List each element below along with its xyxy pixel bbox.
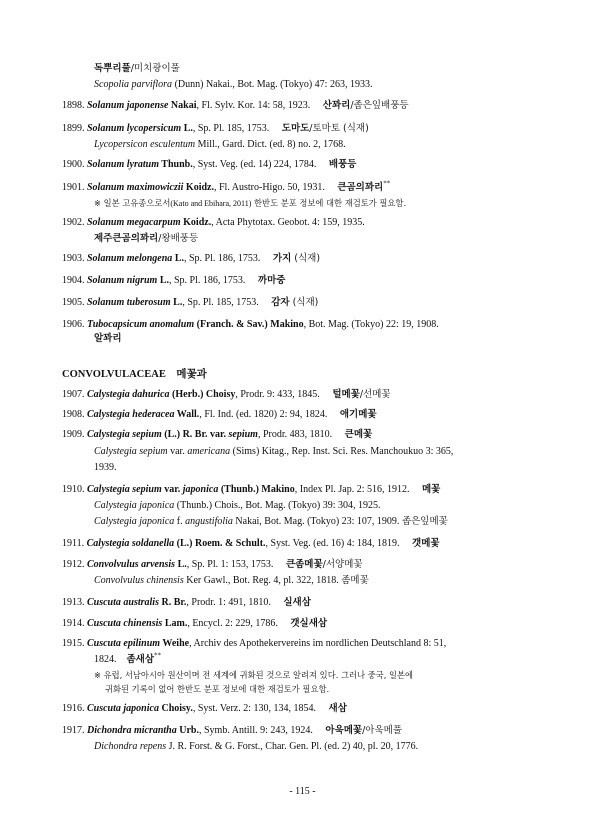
infraspecific-name: sepium (228, 429, 258, 440)
synonym-line (94, 499, 381, 512)
species-name: Solanum tuberosum (87, 297, 171, 308)
entry-number: 1905. (62, 297, 85, 308)
korean-name: 가지 (272, 253, 292, 264)
citation: , Sp. Pl. 185, 1753. (192, 123, 270, 134)
entry-1902-korean (94, 232, 198, 245)
citation: , Encycl. 2: 229, 1786. (187, 618, 278, 629)
entry-1903 (62, 252, 320, 265)
korean-name: 새삼 (328, 703, 347, 714)
author: Lam. (162, 618, 188, 629)
entry-1916 (62, 702, 347, 715)
entry-1899 (62, 122, 369, 135)
entry-number: 1915. (62, 638, 85, 649)
entry-number: 1902. (62, 217, 85, 228)
author: Weihe (160, 638, 190, 649)
synonym-korean-name: 좁은잎메꽃 (401, 516, 448, 527)
entry-1909 (62, 428, 372, 441)
species-name: Solanum japonense (87, 100, 169, 111)
korean-name: 배풍등 (328, 159, 357, 170)
species-name: Solanum megacarpum (87, 217, 181, 228)
rank-marker: f. (174, 516, 186, 527)
korean-name: 실새삼 (283, 597, 311, 608)
citation: 1824. (94, 654, 117, 665)
korean-alt-name: /좁은잎배풍등 (350, 100, 409, 111)
entry-number: 1901. (62, 182, 85, 193)
entry-number: 1904. (62, 275, 85, 286)
entry-1908 (62, 408, 377, 421)
entry-number: 1914. (62, 618, 85, 629)
citation: , Sp. Pl. 1: 153, 1753. (186, 559, 274, 570)
synonym-korean-name: 좀메꽃 (341, 575, 369, 586)
note-line (105, 683, 329, 696)
species-name: Calystegia hederacea (87, 409, 175, 420)
entry-number: 1911. (62, 538, 85, 549)
korean-name: 산꽈리 (322, 100, 351, 111)
synonym-line (94, 138, 346, 151)
korean-name: 애기메꽃 (339, 409, 377, 420)
author: Urb. (176, 725, 199, 736)
species-name: Convolvulus arvensis (87, 559, 176, 570)
species-name: Cuscuta japonica (87, 703, 159, 714)
synonym-citation: (Thunb.) Chois., Bot. Mag. (Tokyo) 39: 304, 1925. (174, 500, 381, 511)
entry-number: 1906. (62, 319, 85, 330)
note-text: 한반도 분포 정보에 대한 재검토가 필요함. (251, 198, 407, 208)
korean-alt-name: /아욱메풀 (362, 725, 403, 736)
author: (Herb.) Choisy (169, 389, 236, 400)
author: L. (157, 275, 169, 286)
species-name: Calystegia sepium (87, 429, 162, 440)
entry-1917 (62, 724, 402, 737)
page-number: - 115 - (289, 786, 316, 797)
citation: , Sp. Pl. 186, 1753. (183, 253, 261, 264)
synonym-citation: (Sims) Kitag., Rep. Inst. Sci. Res. Manchoukuo 3: 365, (230, 446, 454, 457)
citation: , Sp. Pl. 185, 1753. (182, 297, 259, 308)
author: Wall. (174, 409, 200, 420)
author: L. (175, 559, 187, 570)
entry-1914 (62, 617, 327, 630)
species-name: Dichondra micrantha (87, 725, 177, 736)
species-name: Solanum nigrum (87, 275, 158, 286)
species-name: Tubocapsicum anomalum (87, 319, 195, 330)
entry-1901 (62, 181, 390, 194)
note-text: ※ 유럽, 서남아시아 원산이며 전 세계에 귀화된 것으로 알려져 있다. 그러나 중국, 일본에 (94, 670, 414, 680)
author: L. (181, 123, 193, 134)
entry-1915-continuation (94, 653, 161, 666)
citation: , Fl. Sylv. Kor. 14: 58, 1923. (196, 100, 311, 111)
infraspecific-name: japonica (182, 484, 219, 495)
citation: , Fl. Austro-Higo. 50, 1931. (213, 182, 325, 193)
species-name: Calystegia sepium (87, 484, 162, 495)
family-korean-name: 메꽃과 (176, 368, 207, 380)
citation: , Sp. Pl. 186, 1753. (168, 275, 246, 286)
note-mark: ** (383, 179, 391, 188)
korean-name: 아욱메꽃 (325, 725, 363, 736)
korean-alt-name: /왕배풍등 (158, 233, 199, 244)
korean-alt-name: /토마토 (식재) (309, 123, 369, 134)
author: Koidz. (183, 182, 214, 193)
korean-name: 털메꽃 (332, 389, 360, 400)
rank-marker: var. (207, 429, 229, 440)
korean-name: 갯실새삼 (290, 618, 328, 629)
species-name: Calystegia soldanella (86, 538, 175, 549)
species-name: Solanum lyratum (87, 159, 159, 170)
rank-marker: var. (167, 446, 188, 457)
citation: , Prodr. 9: 433, 1845. (235, 389, 320, 400)
korean-name: 독뿌리풀 (94, 63, 131, 74)
species-name: Solanum lycopersicum (87, 123, 182, 134)
synonym-name: Scopolia parviflora (94, 79, 173, 90)
synonym-name: Calystegia sepium (94, 446, 168, 457)
entry-1902 (62, 216, 365, 229)
citation: , Prodr. 483, 1810. (257, 429, 333, 440)
author: Nakai (168, 100, 197, 111)
entry-1905 (62, 296, 318, 309)
citation: , Index Pl. Jap. 2: 516, 1912. (294, 484, 410, 495)
note-text: ※ 일본 고유종으로서 (94, 198, 171, 208)
note-text: 귀화된 기록이 없어 한반도 분포 정보에 대한 재검토가 필요함. (105, 684, 330, 694)
synonym-form-name: angustifolia (185, 516, 233, 527)
synonym-line (94, 78, 372, 91)
korean-name: 큰곰의꽈리 (337, 182, 384, 193)
author: (Franch. & Sav.) Makino (194, 319, 304, 330)
entry-number: 1908. (62, 409, 85, 420)
entry-number: 1917. (62, 725, 85, 736)
korean-name: 까마중 (257, 275, 286, 286)
author: Koidz. (180, 217, 212, 228)
species-name: Solanum melongena (87, 253, 173, 264)
korean-name: 감자 (271, 297, 290, 308)
family-heading (62, 366, 207, 381)
note-citation: (Kato and Ebihara, 2011) (170, 199, 252, 208)
korean-name: 큰좀메꽃 (285, 559, 323, 570)
entry-1915 (62, 637, 446, 650)
synonym-continuation (94, 461, 117, 474)
korean-note: (식재) (289, 297, 319, 308)
citation: , Bot. Mag. (Tokyo) 22: 19, 1908. (303, 319, 439, 330)
entry-number: 1910. (62, 484, 85, 495)
entry-1904 (62, 274, 285, 287)
synonym-citation: Nakai, Bot. Mag. (Tokyo) 23: 107, 1909. (232, 516, 402, 527)
korean-name: 도마도 (281, 123, 310, 134)
korean-name: 갯메꽃 (412, 538, 440, 549)
entry-1910 (62, 483, 440, 496)
species-name: Solanum maximowiczii (87, 182, 184, 193)
citation: , Syst. Veg. (ed. 14) 224, 1784. (192, 159, 317, 170)
species-name: Cuscuta epilinum (87, 638, 161, 649)
citation: , Prodr. 1: 491, 1810. (186, 597, 271, 608)
author: L. (170, 297, 183, 308)
rank-marker: var. (161, 484, 183, 495)
entry-number: 1900. (62, 159, 85, 170)
synonym-name: Lycopersicon esculentum (94, 139, 196, 150)
author: L. (172, 253, 184, 264)
korean-name: 큰메꽃 (344, 429, 373, 440)
entry-1906-korean (94, 332, 122, 345)
citation: , Syst. Veg. (ed. 16) 4: 184, 1819. (265, 538, 400, 549)
author: (L.) R. Br. (161, 429, 208, 440)
author: (Thunb.) Makino (218, 484, 295, 495)
entry-number: 1909. (62, 429, 85, 440)
synonym-line (94, 445, 453, 458)
note-mark: ** (154, 651, 162, 660)
note-line (94, 669, 413, 682)
citation: , Acta Phytotax. Geobot. 4: 159, 1935. (211, 217, 365, 228)
citation: , Fl. Ind. (ed. 1820) 2: 94, 1824. (199, 409, 328, 420)
citation: , Syst. Verz. 2: 130, 134, 1854. (192, 703, 317, 714)
author: (L.) Roem. & Schult. (174, 538, 266, 549)
entry-number: 1899. (62, 123, 85, 134)
korean-alt-name: /미치광이풀 (130, 63, 180, 74)
family-latin-name: CONVOLVULACEAE (62, 369, 166, 380)
synonym-citation: (Dunn) Nakai., Bot. Mag. (Tokyo) 47: 263, 1933. (172, 79, 373, 90)
synonym-citation: Ker Gawl., Bot. Reg. 4, pl. 322, 1818. (183, 575, 342, 586)
entry-number: 1912. (62, 559, 85, 570)
entry-1912 (62, 558, 363, 571)
synonym-line (94, 574, 369, 587)
synonym-name: Dichondra repens (94, 741, 167, 752)
entry-1911 (62, 537, 440, 550)
korean-name: 메꽃 (421, 484, 441, 495)
species-name: Cuscuta australis (87, 597, 159, 608)
synonym-line (94, 740, 418, 753)
entry-1906 (62, 318, 439, 331)
author: Choisy. (158, 703, 193, 714)
entry-1898 (62, 99, 409, 112)
entry-1913 (62, 596, 311, 609)
entry-number: 1903. (62, 253, 85, 264)
synonym-infraspecific-name: americana (187, 446, 231, 457)
synonym-citation: 1939. (94, 462, 117, 473)
author: Thunb. (158, 159, 193, 170)
entry-number: 1907. (62, 389, 85, 400)
note-line (94, 197, 406, 210)
entry-number: 1916. (62, 703, 85, 714)
entry-1900 (62, 158, 356, 171)
synonym-name: Calystegia japonica (94, 500, 175, 511)
synonym-line (94, 515, 448, 528)
citation: , Archiv des Apothekervereins im nordlichen Deutschland 8: 51, (189, 638, 447, 649)
korean-alt-name: /선메꽃 (359, 389, 391, 400)
entry-number: 1898. (62, 100, 85, 111)
korean-note: (식재) (291, 253, 321, 264)
author: R. Br. (158, 597, 187, 608)
synonym-name: Convolvulus chinensis (94, 575, 184, 586)
korean-name: 좀새삼 (126, 654, 155, 665)
citation: , Symb. Antill. 9: 243, 1924. (198, 725, 313, 736)
entry-1907 (62, 388, 391, 401)
korean-name: 제주큰곰의꽈리 (94, 233, 159, 244)
species-name: Calystegia dahurica (87, 389, 170, 400)
korean-alt-name: /서양메꽃 (322, 559, 363, 570)
entry-number: 1913. (62, 597, 85, 608)
synonym-name: Calystegia japonica (94, 516, 175, 527)
synonym-citation: J. R. Forst. & G. Forst., Char. Gen. Pl. (ed. 2) 40, pl. 20, 1776. (166, 741, 419, 752)
synonym-citation: Mill., Gard. Dict. (ed. 8) no. 2, 1768. (195, 139, 346, 150)
entry-continuation (94, 62, 180, 75)
species-name: Cuscuta chinensis (87, 618, 163, 629)
korean-name: 알꽈리 (94, 333, 122, 344)
